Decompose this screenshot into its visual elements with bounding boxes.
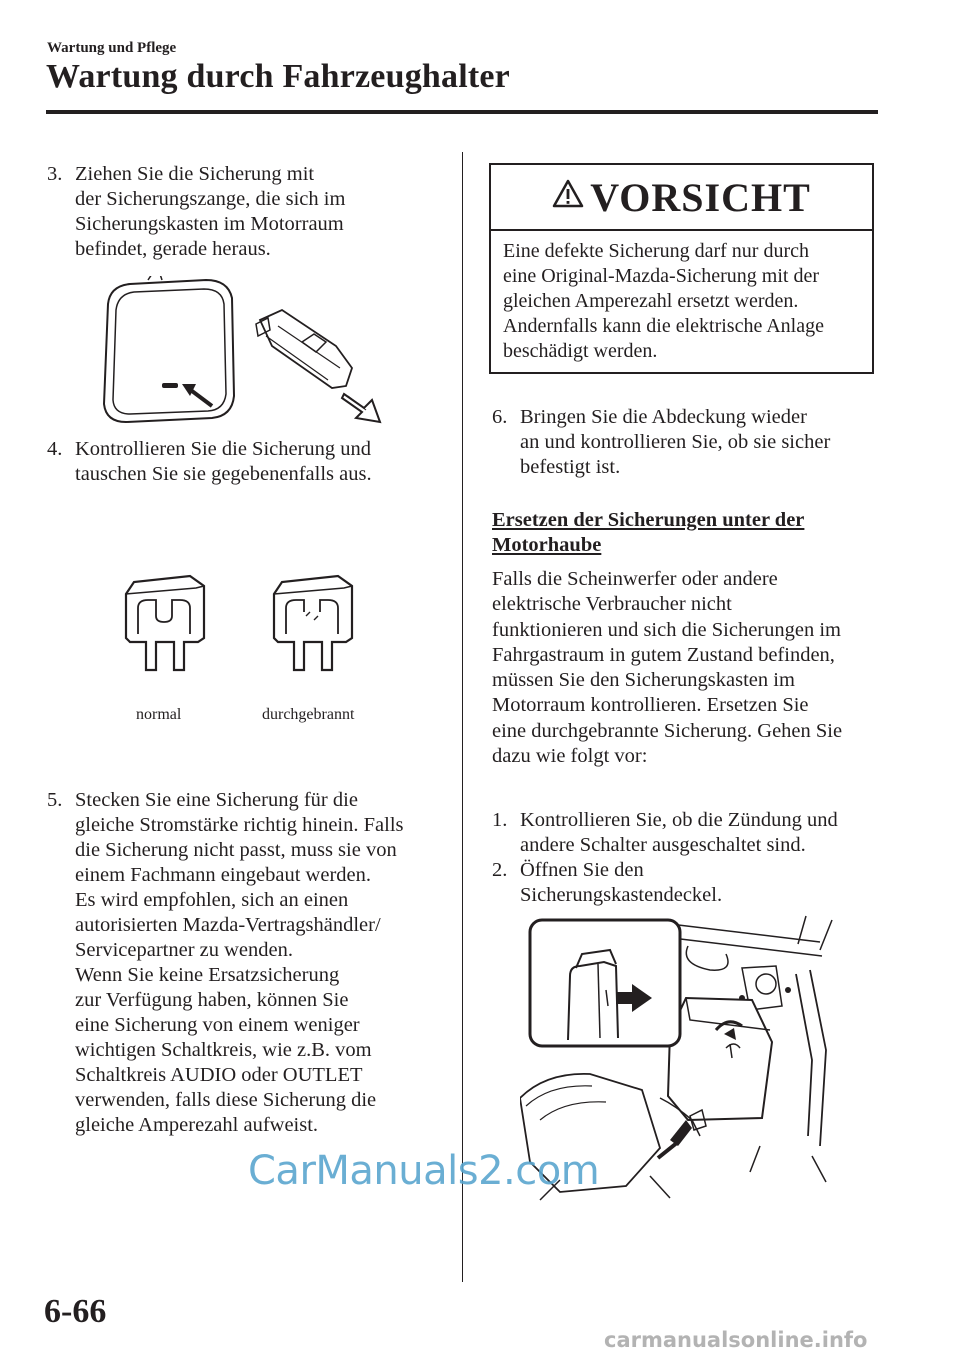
heading-line: Motorhaube: [492, 534, 602, 556]
step-line: befestigt ist.: [520, 456, 621, 478]
step-line: Kontrollieren Sie, ob die Zündung und: [520, 809, 838, 831]
step-number: 2.: [492, 859, 508, 881]
section-kicker: Wartung und Pflege: [47, 40, 177, 56]
step-line: gleiche Stromstärke richtig hinein. Falls: [75, 814, 404, 836]
step-line: an und kontrollieren Sie, ob sie sicher: [520, 431, 831, 453]
step-5: [47, 788, 457, 1138]
caution-line: gleichen Amperezahl ersetzt werden.: [503, 290, 799, 312]
caution-line: beschädigt werden.: [503, 340, 658, 362]
step-line: autorisierten Mazda-Vertragshändler/: [75, 914, 381, 936]
paragraph-line: funktionieren und sich die Sicherungen im: [492, 618, 841, 641]
blown-fuse: [274, 576, 352, 670]
step-line: befindet, gerade heraus.: [75, 238, 271, 260]
step-6: [492, 405, 892, 480]
step-line: Es wird empfohlen, sich an einen: [75, 889, 349, 911]
caution-line: eine Original-Mazda-Sicherung mit der: [503, 265, 819, 287]
paragraph-line: Falls die Scheinwerfer oder andere: [492, 568, 778, 590]
body-paragraph: [492, 567, 884, 769]
step-line: der Sicherungszange, die sich im: [75, 188, 346, 210]
step-3: [47, 162, 447, 262]
step-number: 1.: [492, 809, 508, 831]
step-line: einem Fachmann eingebaut werden.: [75, 864, 371, 886]
caution-header: [491, 165, 872, 231]
heading-line: Ersetzen der Sicherungen unter der: [492, 509, 805, 531]
title-rule: [46, 110, 878, 114]
fuse-label-blown: durchgebrannt: [262, 706, 355, 723]
page-title: Wartung durch Fahrzeughalter: [46, 58, 510, 95]
step-line: Öffnen Sie den: [520, 859, 644, 881]
paragraph-line: eine durchgebrannte Sicherung. Gehen Sie: [492, 719, 843, 742]
step-2: [492, 858, 892, 908]
step-line: die Sicherung nicht passt, muss sie von: [75, 839, 397, 861]
step-line: Bringen Sie die Abdeckung wieder: [520, 406, 807, 428]
step-line: Schaltkreis AUDIO oder OUTLET: [75, 1064, 363, 1086]
caution-title: VORSICHT: [590, 175, 811, 220]
fuse-comparison-illustration: [120, 572, 360, 672]
paragraph-line: müssen Sie den Sicherungskasten im: [492, 669, 795, 692]
step-line: Ziehen Sie die Sicherung mit: [75, 163, 315, 185]
step-line: wichtigen Schaltkreis, wie z.B. vom: [75, 1039, 372, 1061]
page-number: 6-66: [44, 1293, 107, 1330]
step-number: 5.: [47, 789, 63, 811]
paragraph-line: Motorraum kontrollieren. Ersetzen Sie: [492, 694, 809, 717]
step-line: Servicepartner zu wenden.: [75, 939, 293, 961]
step-line: tauschen Sie sie gegebenenfalls aus.: [75, 463, 372, 485]
step-line: gleiche Amperezahl aufweist.: [75, 1114, 319, 1136]
step-line: Kontrollieren Sie die Sicherung und: [75, 438, 372, 460]
step-number: 6.: [492, 406, 508, 428]
paragraph-line: elektrische Verbraucher nicht: [492, 593, 732, 616]
watermark-logo: CarManuals2.com: [248, 1148, 600, 1194]
caution-box: [489, 163, 874, 374]
section-heading: [492, 508, 804, 558]
step-4: [47, 437, 447, 487]
step-line: verwenden, falls diese Sicherung die: [75, 1089, 377, 1111]
caution-text: [503, 239, 868, 364]
step-line: Stecken Sie eine Sicherung für die: [75, 789, 358, 811]
paragraph-line: Fahrgastraum in gutem Zustand befinden,: [492, 643, 835, 666]
step-line: andere Schalter ausgeschaltet sind.: [520, 834, 806, 856]
step-line: Sicherungskastendeckel.: [520, 884, 723, 906]
column-divider: [462, 152, 463, 1282]
step-line: eine Sicherung von einem weniger: [75, 1014, 360, 1036]
step-number: 4.: [47, 438, 63, 460]
site-footer-link[interactable]: carmanualsonline.info: [604, 1328, 868, 1352]
paragraph-line: dazu wie folgt vor:: [492, 745, 648, 768]
normal-fuse: [126, 576, 204, 670]
step-line: Sicherungskasten im Motorraum: [75, 213, 344, 235]
fuse-puller-illustration: [96, 276, 396, 428]
step-number: 3.: [47, 163, 63, 185]
caution-line: Andernfalls kann die elektrische Anlage: [503, 315, 824, 337]
step-line: zur Verfügung haben, können Sie: [75, 989, 349, 1011]
step-1: [492, 808, 892, 858]
fuse-label-normal: normal: [136, 706, 182, 723]
warning-triangle-icon: [552, 179, 584, 209]
step-line: Wenn Sie keine Ersatzsicherung: [75, 964, 340, 986]
caution-line: Eine defekte Sicherung darf nur durch: [503, 240, 809, 262]
